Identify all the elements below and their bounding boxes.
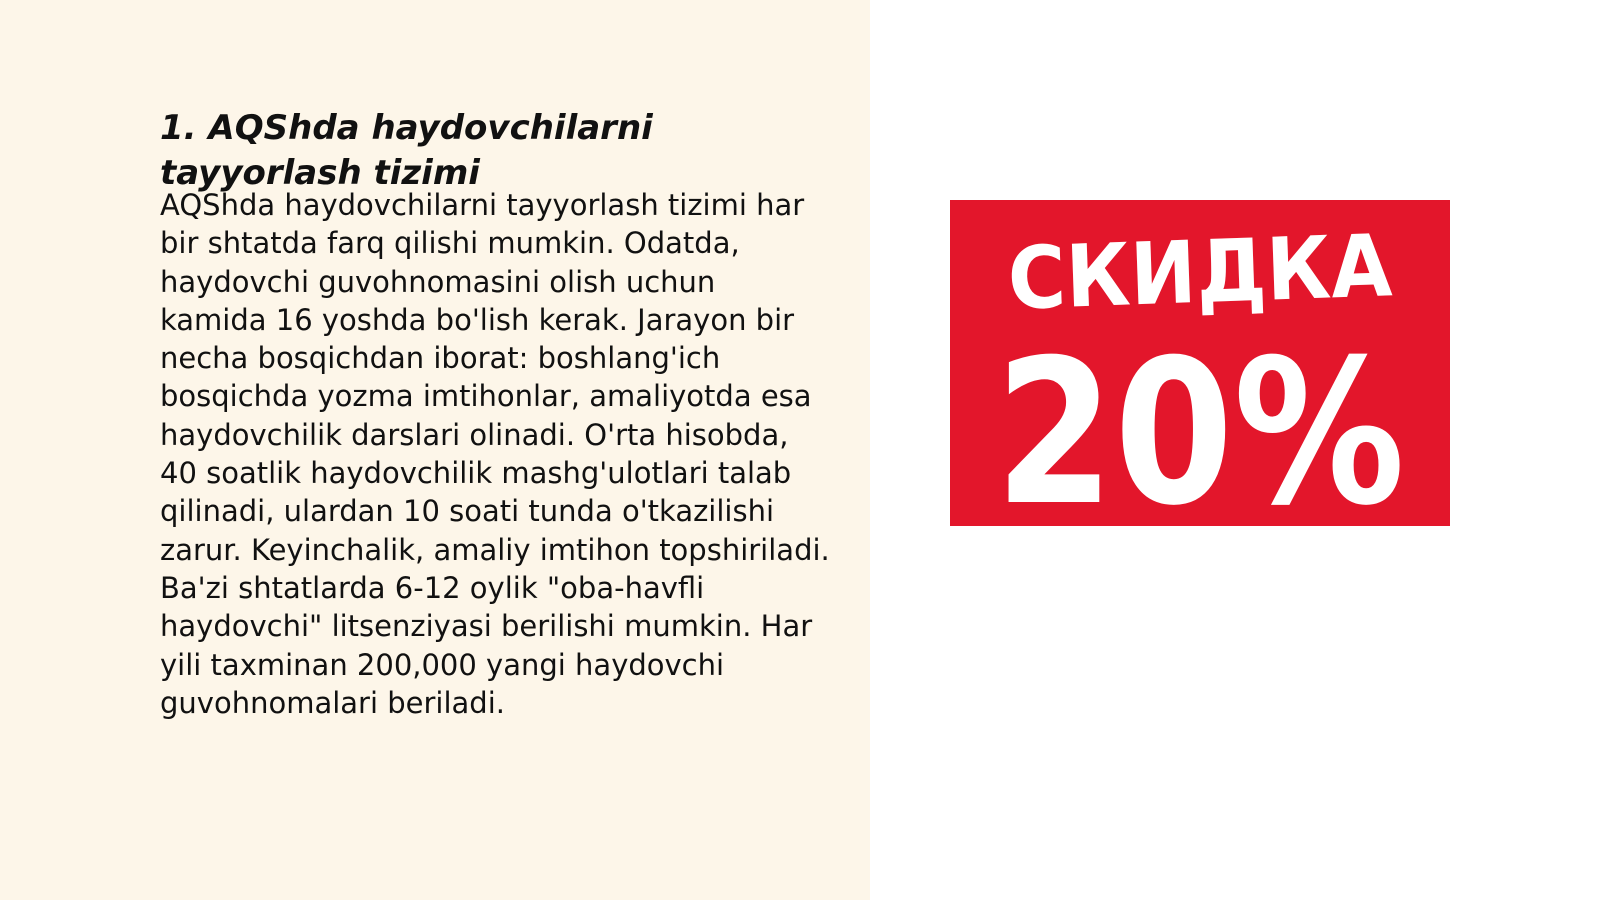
discount-sign-image [950, 200, 1450, 526]
slide-title: 1. AQShda haydovchilarni tayyorlash tizimi [160, 108, 653, 193]
discount-sign-graphic [950, 200, 1450, 526]
slide-body-text: AQShda haydovchilarni tayyorlash tizimi har bir shtatda farq qilishi mumkin. Odatda, haydovchi guvohnomasini olish uchun kamida 16 yoshda bo'lish kerak. Jarayon bir necha bosqichdan iborat: boshlang'ich bosqichda yozma imtihonlar, amaliyotda esa haydovchilik darslari olinadi. O'rta hisobda, 40 soatlik haydovchilik mashg'ulotlari talab qilinadi, ulardan 10 soati tunda o'tkazilishi zarur. Keyinchalik, amaliy imtihon topshiriladi. Ba'zi shtatlarda 6-12 oylik "oba-havfli haydovchi" litsenziyasi berilishi mumkin. Har yili taxminan 200,000 yangi haydovchi guvohnomalari beriladi. [160, 188, 830, 720]
discount-word: СКИДКА [1006, 215, 1429, 330]
discount-percent: 20% [995, 317, 1405, 526]
